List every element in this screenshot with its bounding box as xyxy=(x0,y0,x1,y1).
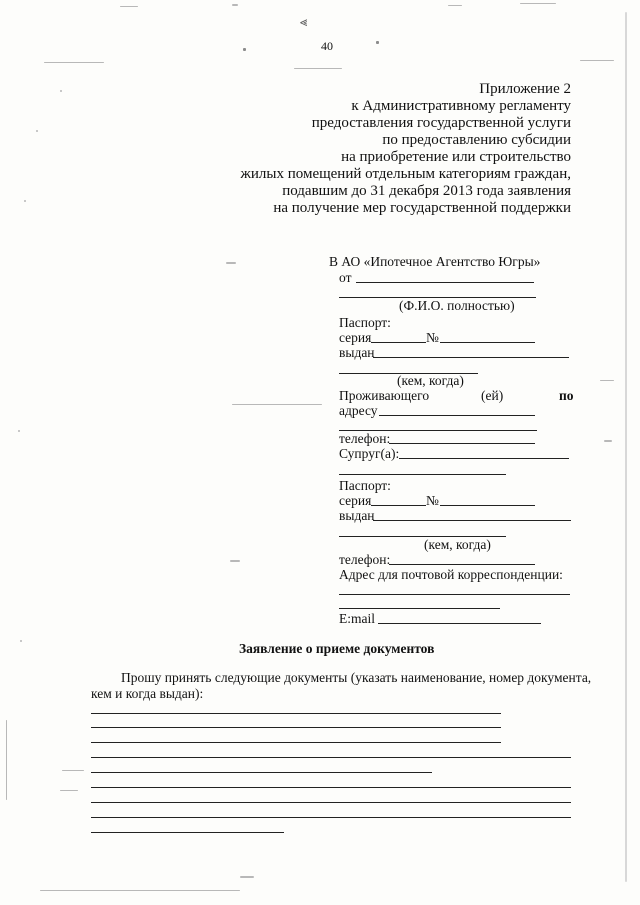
documents-field[interactable] xyxy=(91,832,284,833)
issued-field[interactable] xyxy=(373,357,569,358)
issued2-field[interactable] xyxy=(373,520,571,521)
spouse-field-line2[interactable] xyxy=(339,474,506,475)
from-field[interactable] xyxy=(356,282,534,283)
postal-field[interactable] xyxy=(339,594,570,595)
residing-label: Проживающего xyxy=(339,388,430,403)
series2-field[interactable] xyxy=(371,505,426,506)
appendix-line: Приложение 2 xyxy=(479,81,571,97)
documents-field[interactable] xyxy=(91,802,571,803)
residing-po: по xyxy=(559,388,574,403)
spouse-label: Супруг(а): xyxy=(339,446,400,461)
application-title: Заявление о приеме документов xyxy=(239,641,435,656)
issued2-hint: (кем, когда) xyxy=(424,537,491,552)
documents-field[interactable] xyxy=(91,772,432,773)
documents-field[interactable] xyxy=(91,817,571,818)
series-label: серия xyxy=(339,330,372,345)
application-body-line1: Прошу принять следующие документы (указать наименование, номер документа, xyxy=(121,670,592,685)
appendix-line: на получение мер государственной поддержки xyxy=(273,200,571,216)
documents-field[interactable] xyxy=(91,757,571,758)
phone2-label: телефон: xyxy=(339,552,391,567)
email-field[interactable] xyxy=(378,623,541,624)
fio-hint: (Ф.И.О. полностью) xyxy=(399,298,515,313)
number-sign2: № xyxy=(426,493,439,508)
address-label: адресу xyxy=(339,403,378,418)
documents-field[interactable] xyxy=(91,713,501,714)
from-label: от xyxy=(339,270,352,285)
phone-label: телефон: xyxy=(339,431,391,446)
documents-field[interactable] xyxy=(91,727,501,728)
appendix-line: на приобретение или строительство xyxy=(341,149,571,165)
email-label: E:mail xyxy=(339,611,375,626)
number2-field[interactable] xyxy=(440,505,535,506)
appendix-line: предоставления государственной услуги xyxy=(311,115,571,131)
application-body-line2: кем и когда выдан): xyxy=(91,686,204,701)
issued-label: выдан xyxy=(339,345,375,360)
address-field[interactable] xyxy=(379,415,535,416)
series-field[interactable] xyxy=(371,342,426,343)
phone2-field[interactable] xyxy=(389,564,535,565)
postal-field-line2[interactable] xyxy=(339,608,500,609)
addressee: В АО «Ипотечное Агентство Югры» xyxy=(329,254,541,269)
number-sign: № xyxy=(426,330,439,345)
postal-label: Адрес для почтовой корреспонденции: xyxy=(339,567,563,582)
issued2-label: выдан xyxy=(339,508,375,523)
documents-field[interactable] xyxy=(91,787,571,788)
series2-label: серия xyxy=(339,493,372,508)
scan-mark-icon: ⪡ xyxy=(300,14,308,29)
documents-field[interactable] xyxy=(91,742,501,743)
residing-suffix: (ей) xyxy=(481,388,504,403)
page-number: 40 xyxy=(321,39,333,53)
passport-label: Паспорт: xyxy=(339,315,391,330)
appendix-line: подавшим до 31 декабря 2013 года заявления xyxy=(282,183,571,199)
appendix-line: к Административному регламенту xyxy=(351,98,571,114)
number-field[interactable] xyxy=(440,342,535,343)
issued-hint: (кем, когда) xyxy=(397,373,464,388)
appendix-line: жилых помещений отдельным категориям граждан, xyxy=(240,166,571,182)
phone-field[interactable] xyxy=(389,443,535,444)
passport2-label: Паспорт: xyxy=(339,478,391,493)
spouse-field[interactable] xyxy=(399,458,569,459)
appendix-line: по предоставлению субсидии xyxy=(382,132,571,148)
